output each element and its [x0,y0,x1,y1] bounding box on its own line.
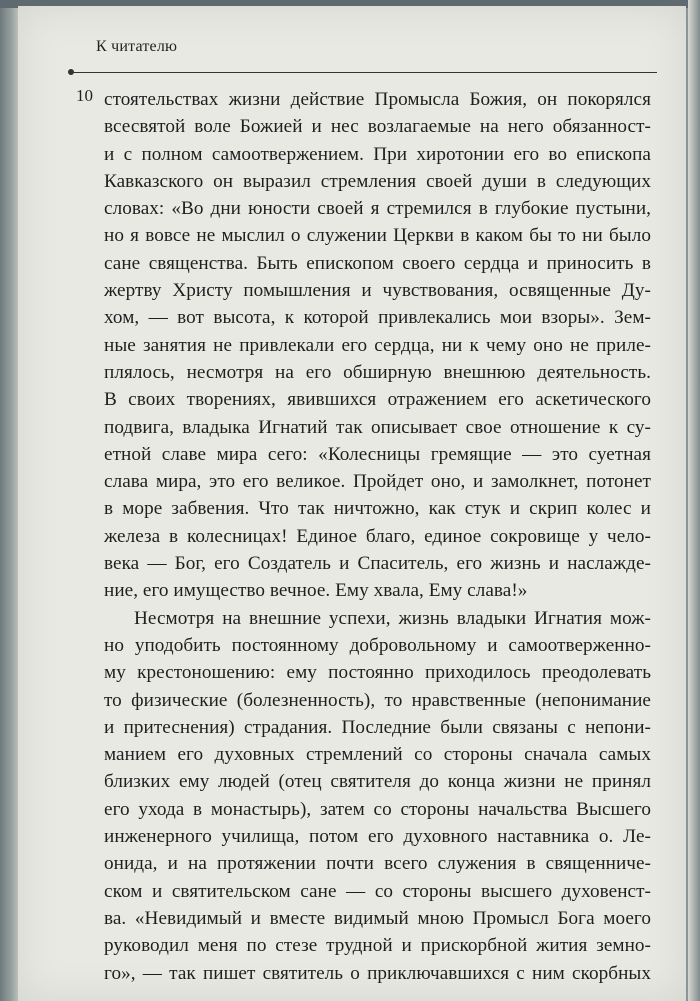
text-line: онида, и на протяжении почти всего служения в священниче- [104,853,651,875]
text-line: сане священства. Быть епископом своего сердца и приносить в [104,252,651,274]
body-text [104,86,651,987]
text-line: стоятельствах жизни действие Промысла Божия, он покорялся [104,89,651,110]
text-line: слава мира, это его великое. Пройдет оно, и замолкнет, потонет [104,471,651,493]
text-line: то физические (болезненность), то нравственные (непонимание [104,689,651,711]
text-line: всесвятой воле Божией и нес возлагаемые на него обязанност- [104,116,651,138]
text-line: и притеснения) страдания. Последние были связаны с непони- [104,716,651,738]
text-line: ва. «Невидимый и вместе видимый мною Промысл Бога моего [104,907,651,929]
text-line: в море забвения. Что так ничтожно, как стук и скрип колес и [104,498,651,520]
text-line: подвига, владыка Игнатий так описывает свое отношение к су- [104,416,651,438]
text-line: жертву Христу помышления и чувствования, освященные Ду- [104,280,651,302]
text-line: но уподобить постоянному добровольному и самоотверженно- [104,634,651,656]
book-page [18,6,686,1001]
text-line: но я вовсе не мыслил о служении Церкви в каком бы то ни было [104,225,651,247]
text-line: железа в колесницах! Единое благо, единое сокровище у чело- [104,525,651,547]
text-line: го», — так пишет святитель о приключавшихся с ним скорбных [104,962,651,984]
text-line: хом, — вот высота, к которой привлекались мои взоры». Зем- [104,307,651,329]
text-line: века — Бог, его Создатель и Спаситель, его жизнь и наслажде- [104,553,651,575]
text-line: ные занятия не привлекали его сердца, ни к чему оно не приле- [104,334,651,356]
text-line: му крестоношению: ему постоянно приходилось преодолевать [104,662,651,684]
text-line: его ухода в монастырь), затем со стороны начальства Высшего [104,798,651,820]
text-line: манием его духовных стремлений со стороны сначала самых [104,744,651,766]
header-rule [72,72,657,73]
scan-background-left [0,0,20,1001]
text-line: и с полном самоотвержением. При хиротонии его во епископа [104,143,651,165]
text-line: етной славе мира сего: «Колесницы гремящие — это суетная [104,443,651,465]
text-line: руководил меня по стезе трудной и прискорбной жития земно- [104,935,651,957]
text-line: близких ему людей (отец святителя до конца жизни не принял [104,771,651,793]
text-line: Кавказского он выразил стремления своей души в следующих [104,170,651,192]
text-line: словах: «Во дни юности своей я стремился в глубокие пустыни, [104,198,651,220]
page-number: 10 [76,86,93,105]
scan-background-right [688,0,700,1001]
text-line: В своих творениях, явившихся отражением его аскетического [104,389,651,411]
running-head: К читателю [96,38,178,55]
paragraph-end-line: ние, его имущество вечное. Ему хвала, Ему слава!» [104,580,528,602]
paragraph-start-line: Несмотря на внешние успехи, жизнь владыки Игнатия мож- [134,607,651,629]
text-line: инженерного училища, потом его духовного наставника о. Ле- [104,826,651,848]
text-line: плялось, несмотря на его обширную внешнюю деятельность. [104,361,651,383]
text-line: ском и святительском сане — со стороны высшего духовенст- [104,880,651,902]
